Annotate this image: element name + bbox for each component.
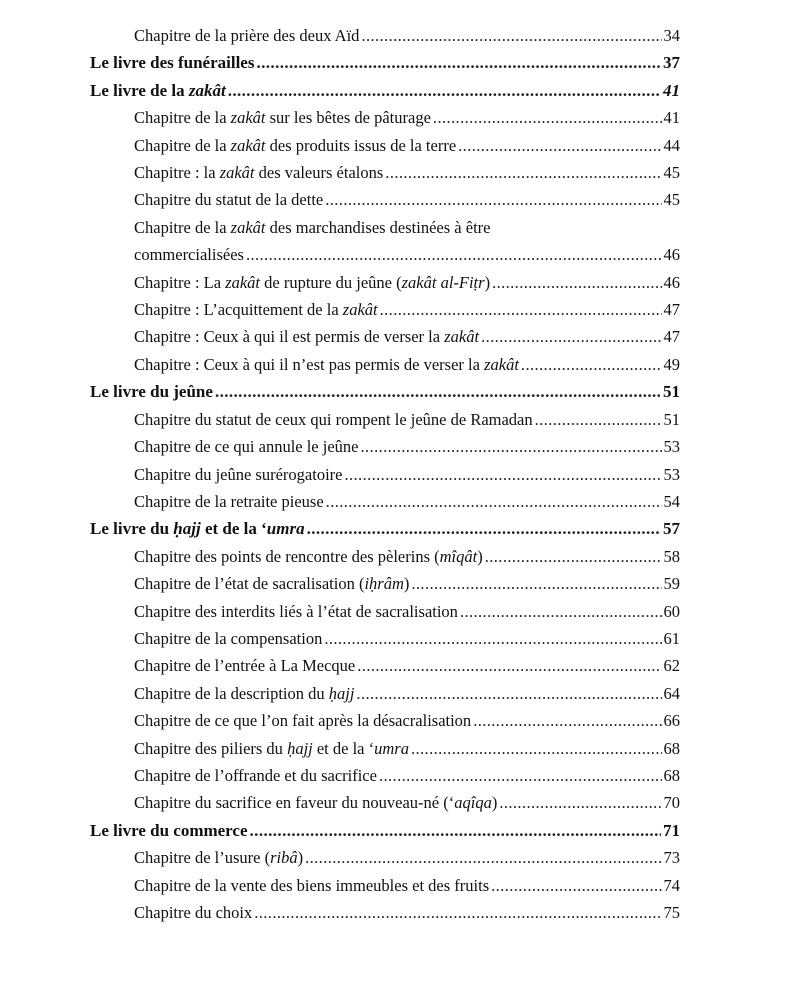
toc-chapter-entry: [90, 543, 680, 570]
toc-page-number: 45: [663, 163, 680, 183]
toc-entry-title: commercialisées: [134, 245, 244, 265]
dot-leader: [485, 543, 662, 570]
toc-entry-title: Chapitre de l’entrée à La Mecque: [134, 656, 356, 676]
toc-entry-title: Chapitre : la zakât des valeurs étalons: [134, 163, 384, 183]
toc-page-number: 44: [663, 135, 680, 155]
toc-entry-title: Chapitre des interdits liés à l’état de sacralisation: [134, 601, 458, 621]
toc-entry-title: Chapitre de l’état de sacralisation (iḥrâm): [134, 574, 410, 594]
toc-entry-title: Chapitre du statut de ceux qui rompent le jeûne de Ramadan: [134, 409, 533, 429]
toc-entry-title: Chapitre : La zakât de rupture du jeûne (zakât al-Fiṭr): [134, 272, 491, 292]
toc-entry-title: Chapitre de ce qui annule le jeûne: [134, 437, 359, 457]
toc-entry-title: Le livre de la zakât: [90, 80, 226, 100]
toc-page-number: 68: [663, 765, 680, 785]
toc-entry-title: Chapitre du statut de la dette: [134, 190, 324, 210]
dot-leader: [458, 132, 661, 159]
toc-chapter-entry: [90, 735, 680, 762]
dot-leader: [481, 323, 661, 350]
toc-page-number: 41: [663, 80, 680, 100]
toc-chapter-entry: [90, 406, 680, 433]
toc-chapter-entry: [90, 214, 680, 269]
dot-leader: [379, 762, 662, 789]
toc-page-number: 75: [663, 903, 680, 922]
toc-page-number: 45: [663, 190, 680, 210]
dot-leader: [256, 49, 661, 76]
toc-chapter-entry: [90, 652, 680, 679]
toc-page-number: 47: [663, 327, 680, 347]
toc-chapter-entry: [90, 598, 680, 625]
toc-chapter-entry: [90, 488, 680, 515]
dot-leader: [411, 735, 662, 762]
toc-book-entry: [90, 817, 680, 844]
toc-chapter-entry: [90, 22, 680, 49]
toc-chapter-entry: [90, 680, 680, 707]
toc-page-number: 70: [663, 793, 680, 813]
toc-book-entry: [90, 77, 680, 104]
toc-entry-title: Le livre du jeûne: [90, 382, 213, 402]
dot-leader: [305, 844, 661, 871]
toc-page-number: 57: [663, 519, 680, 539]
toc-chapter-entry: [90, 570, 680, 597]
toc-entry-title: Le livre des funérailles: [90, 53, 255, 73]
toc-chapter-entry: [90, 789, 680, 816]
toc-entry-title: Chapitre de la retraite pieuse: [134, 491, 324, 511]
toc-page-number: 74: [663, 875, 680, 895]
toc-entry-title: Chapitre de l’usure (ribâ): [134, 848, 304, 868]
toc-entry-title-line: Chapitre de la zakât des marchandises destinées à être: [134, 217, 491, 237]
toc-book-entry: [90, 49, 680, 76]
toc-entry-title: Chapitre : L’acquittement de la zakât: [134, 300, 378, 320]
dot-leader: [254, 899, 661, 926]
toc-page-number: 73: [663, 848, 680, 868]
dot-leader: [385, 159, 661, 186]
toc-book-entry: [90, 515, 680, 542]
toc-entry-title: Chapitre : Ceux à qui il n’est pas permis de verser la zakât: [134, 354, 519, 374]
toc-page-number: 53: [663, 464, 680, 484]
dot-leader: [228, 77, 661, 104]
toc-page-number: 37: [663, 53, 680, 73]
toc-chapter-entry: [90, 762, 680, 789]
dot-leader: [344, 461, 661, 488]
toc-page-number: 58: [663, 546, 680, 566]
dot-leader: [250, 817, 661, 844]
dot-leader: [492, 269, 661, 296]
toc-page-number: 41: [663, 108, 680, 128]
toc-entry-title: Chapitre de la prière des deux Aïd: [134, 26, 360, 45]
dot-leader: [361, 22, 661, 49]
toc-chapter-entry: [90, 104, 680, 131]
dot-leader: [433, 104, 662, 131]
table-of-contents: [90, 22, 680, 926]
dot-leader: [460, 598, 662, 625]
toc-chapter-entry: [90, 296, 680, 323]
dot-leader: [499, 789, 661, 816]
dot-leader: [411, 570, 661, 597]
toc-page-number: 46: [663, 272, 680, 292]
toc-chapter-entry: [90, 899, 680, 926]
toc-entry-title: Le livre du ḥajj et de la ‘umra: [90, 519, 305, 539]
toc-chapter-entry: [90, 707, 680, 734]
dot-leader: [325, 186, 661, 213]
toc-entry-title: Le livre du commerce: [90, 820, 248, 840]
toc-chapter-entry: [90, 269, 680, 296]
dot-leader: [357, 652, 661, 679]
toc-page-number: 53: [663, 437, 680, 457]
dot-leader: [361, 433, 662, 460]
toc-page-number: 62: [663, 656, 680, 676]
toc-entry-title: Chapitre des points de rencontre des pèlerins (mîqât): [134, 546, 483, 566]
dot-leader: [535, 406, 662, 433]
toc-entry-title: Chapitre de la description du ḥajj: [134, 683, 355, 703]
toc-chapter-entry: [90, 186, 680, 213]
toc-chapter-entry: [90, 433, 680, 460]
toc-page-number: 47: [663, 300, 680, 320]
toc-entry-title: Chapitre du sacrifice en faveur du nouveau-né (‘aqîqa): [134, 793, 498, 813]
dot-leader: [380, 296, 662, 323]
toc-entry-title: Chapitre de l’offrande et du sacrifice: [134, 765, 377, 785]
toc-entry-title: Chapitre de la compensation: [134, 628, 323, 648]
toc-page-number: 46: [663, 245, 680, 265]
toc-chapter-entry: [90, 132, 680, 159]
dot-leader: [326, 488, 662, 515]
toc-entry-title: Chapitre de ce que l’on fait après la désacralisation: [134, 711, 472, 731]
toc-entry-title: Chapitre de la zakât sur les bêtes de pâturage: [134, 108, 431, 128]
toc-page-number: 61: [663, 628, 680, 648]
toc-page-number: 51: [663, 409, 680, 429]
toc-page-number: 49: [663, 354, 680, 374]
toc-page-number: 54: [663, 491, 680, 511]
toc-page-number: 51: [663, 382, 680, 402]
dot-leader: [491, 872, 661, 899]
toc-page-number: 64: [663, 683, 680, 703]
dot-leader: [356, 680, 661, 707]
dot-leader: [521, 351, 662, 378]
toc-page-number: 68: [663, 738, 680, 758]
toc-chapter-entry: [90, 625, 680, 652]
toc-chapter-entry: [90, 351, 680, 378]
dot-leader: [215, 378, 661, 405]
dot-leader: [473, 707, 661, 734]
toc-page-number: 34: [663, 26, 680, 45]
toc-page-number: 59: [663, 574, 680, 594]
toc-entry-title: Chapitre du jeûne surérogatoire: [134, 464, 343, 484]
dot-leader: [324, 625, 661, 652]
toc-chapter-entry: [90, 872, 680, 899]
toc-chapter-entry: [90, 844, 680, 871]
toc-entry-title: Chapitre du choix: [134, 903, 253, 922]
toc-chapter-entry: [90, 159, 680, 186]
toc-page-number: 66: [663, 711, 680, 731]
toc-book-entry: [90, 378, 680, 405]
toc-chapter-entry: [90, 461, 680, 488]
dot-leader: [307, 515, 661, 542]
toc-page-number: 71: [663, 820, 680, 840]
toc-entry-title: Chapitre des piliers du ḥajj et de la ‘umra: [134, 738, 409, 758]
toc-entry-title: Chapitre de la zakât des produits issus de la terre: [134, 135, 457, 155]
toc-entry-title: Chapitre : Ceux à qui il est permis de verser la zakât: [134, 327, 480, 347]
dot-leader: [246, 241, 662, 268]
toc-page-number: 60: [663, 601, 680, 621]
toc-entry-title: Chapitre de la vente des biens immeubles et des fruits: [134, 875, 490, 895]
toc-chapter-entry: [90, 323, 680, 350]
